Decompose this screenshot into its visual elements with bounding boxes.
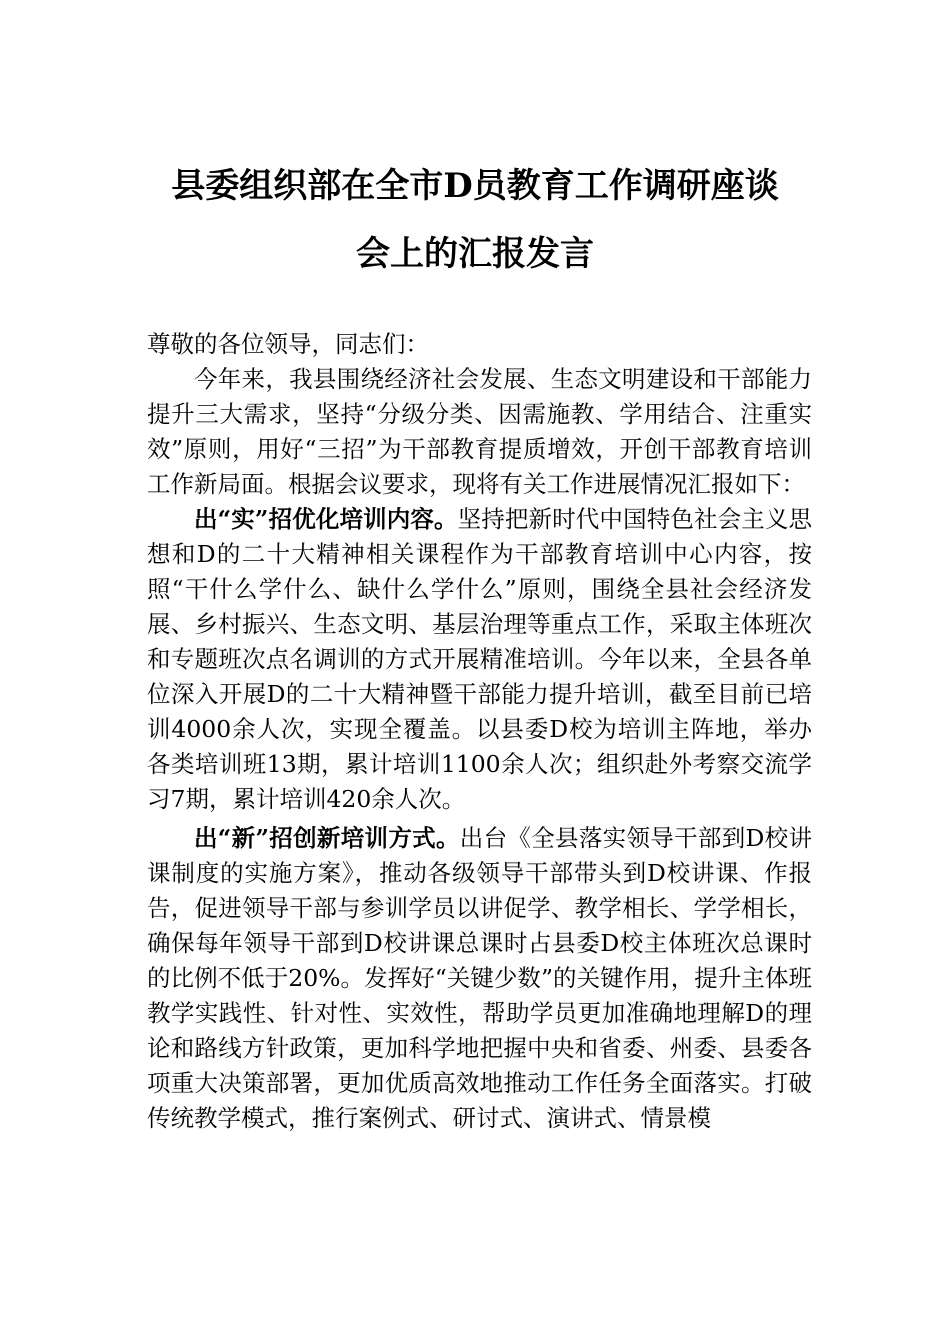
document-title-line-1: 县委组织部在全市D员教育工作调研座谈 bbox=[171, 166, 779, 206]
paragraph-section-1 bbox=[147, 502, 812, 817]
section-heading: 出“实”招优化培训内容。 bbox=[194, 505, 458, 533]
paragraph-text: 坚持把新时代中国特色社会主义思想和D的二十大精神相关课程作为干部教育培训中心内容，按照“干什么学什么、缺什么学什么”原则，围绕全县社会经济发展、乡村振兴、生态文明、基层治理等重点工作，采取主体班次和专题班次点名调训的方式开展精准培训。今年以来，全县各单位深入开展D的二十大精神暨干部能力提升培训，截至目前已培训4000余人次，实现全覆盖。以县委D校为培训主阵地，举办各类培训班13期，累计培训1100余人次；组织赴外考察交流学习7期，累计培训420余人次。 bbox=[147, 505, 812, 813]
paragraph-intro bbox=[147, 362, 812, 502]
salutation: 尊敬的各位领导，同志们： bbox=[147, 330, 429, 358]
paragraph-section-2 bbox=[147, 821, 812, 1136]
document-title-line-2: 会上的汇报发言 bbox=[356, 234, 594, 274]
paragraph-text: 今年来，我县围绕经济社会发展、生态文明建设和干部能力提升三大需求，坚持“分级分类、因需施教、学用结合、注重实效”原则，用好“三招”为干部教育提质增效，开创干部教育培训工作新局面。根据会议要求，现将有关工作进展情况汇报如下： bbox=[147, 365, 812, 498]
section-heading: 出“新”招创新培训方式。 bbox=[194, 824, 460, 852]
paragraph-text: 出台《全县落实领导干部到D校讲课制度的实施方案》，推动各级领导干部带头到D校讲课、作报告，促进领导干部与参训学员以讲促学、教学相长、学学相长，确保每年领导干部到D校讲课总课时占县委D校主体班次总课时的比例不低于20%。发挥好“关键少数”的关键作用，提升主体班教学实践性、针对性、实效性，帮助学员更加准确地理解D的理论和路线方针政策，更加科学地把握中央和省委、州委、县委各项重大决策部署，更加优质高效地推动工作任务全面落实。打破传统教学模式，推行案例式、研讨式、演讲式、情景模 bbox=[147, 824, 812, 1132]
document-body bbox=[147, 327, 812, 1136]
